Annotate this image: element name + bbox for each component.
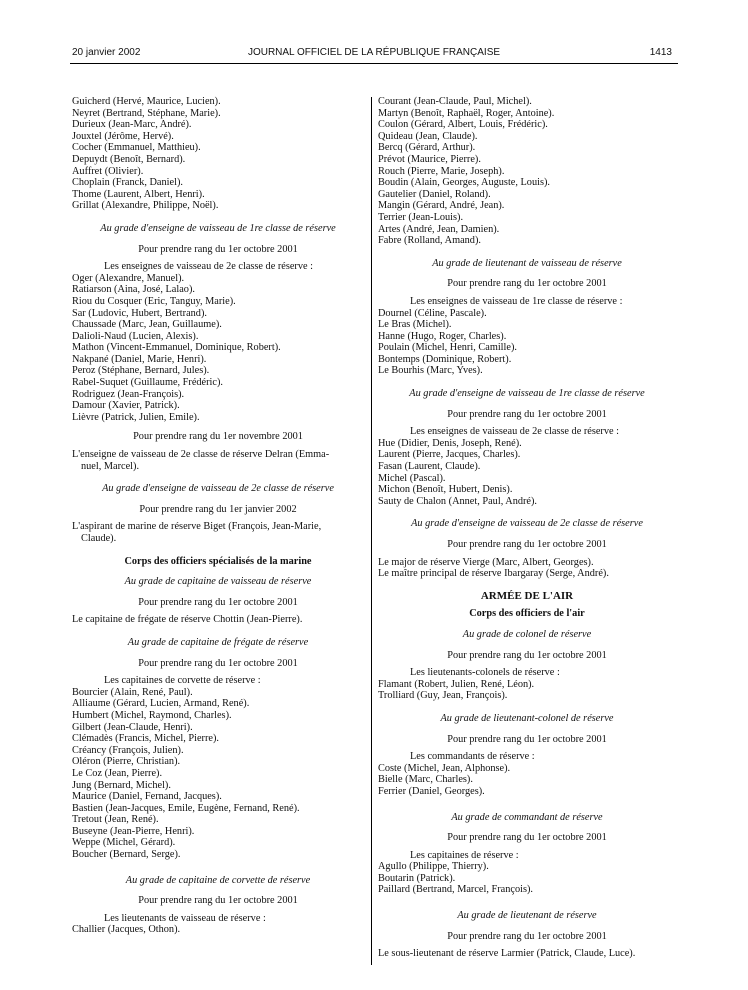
name-entry: Jung (Bernard, Michel).: [72, 779, 171, 791]
corps-heading: Corps des officiers spécialisés de la marine: [124, 555, 312, 567]
list-intro: Les capitaines de corvette de réserve :: [104, 675, 261, 687]
name-entry: Challier (Jacques, Othon).: [72, 924, 181, 936]
name-entry: Le Bras (Michel).: [378, 319, 452, 331]
journal-title: JOURNAL OFFICIEL DE LA RÉPUBLIQUE FRANÇAISE: [247, 47, 501, 58]
rank-date: Pour prendre rang du 1er octobre 2001: [138, 895, 298, 907]
name-entry: Thome (Laurent, Albert, Henri).: [72, 188, 205, 200]
name-list: [378, 861, 676, 896]
rank-date: Pour prendre rang du 1er octobre 2001: [447, 832, 607, 844]
name-entry: Boudin (Alain, Georges, Auguste, Louis).: [378, 177, 550, 189]
name-list: [72, 687, 364, 861]
name-entry: Trolliard (Guy, Jean, François).: [378, 690, 508, 702]
rank-date: Pour prendre rang du 1er octobre 2001: [138, 596, 298, 608]
left-column: [72, 96, 364, 936]
section-heading: Au grade de lieutenant-colonel de réserve: [440, 712, 614, 724]
name-entry: Sar (Ludovic, Hubert, Bertrand).: [72, 307, 207, 319]
name-entry: Le Bourhis (Marc, Yves).: [378, 365, 483, 377]
list-intro: Les lieutenants de vaisseau de réserve :: [104, 912, 266, 924]
name-entry: Grillat (Alexandre, Philippe, Noël).: [72, 200, 219, 212]
list-intro: Les capitaines de réserve :: [410, 849, 519, 861]
section-heading: Au grade d'enseigne de vaisseau de 1re classe de réserve: [100, 222, 336, 234]
name-entry: Weppe (Michel, Gérard).: [72, 837, 176, 849]
name-list: [72, 96, 364, 212]
name-entry: Lièvre (Patrick, Julien, Emile).: [72, 411, 200, 423]
name-entry: Ratiarson (Aina, José, Lalao).: [72, 284, 195, 296]
rank-date: Pour prendre rang du 1er octobre 2001: [447, 539, 607, 550]
name-entry: Peroz (Stéphane, Bernard, Jules).: [72, 365, 210, 377]
section-heading: Au grade d'enseigne de vaisseau de 2e classe de réserve: [102, 483, 334, 495]
name-entry: Hue (Didier, Denis, Joseph, René).: [378, 437, 522, 449]
name-entry: Artes (André, Jean, Damien).: [378, 223, 500, 235]
name-entry: Créancy (François, Julien).: [72, 744, 184, 756]
name-entry: Prévot (Maurice, Pierre).: [378, 153, 481, 165]
name-entry: Coulon (Gérard, Albert, Louis, Frédéric).: [378, 119, 548, 131]
name-entry: Rabel-Suquet (Guillaume, Frédéric).: [72, 377, 223, 389]
name-entry: Ferrier (Daniel, Georges).: [378, 785, 485, 797]
name-entry: Neyret (Bertrand, Stéphane, Marie).: [72, 107, 221, 119]
name-entry: Courant (Jean-Claude, Paul, Michel).: [378, 96, 532, 107]
name-list: [72, 924, 364, 936]
name-entry: Michon (Benoît, Hubert, Denis).: [378, 484, 513, 496]
name-entry: Maurice (Daniel, Fernand, Jacques).: [72, 791, 222, 803]
rank-date: Pour prendre rang du 1er octobre 2001: [447, 408, 607, 420]
name-entry: Depuydt (Benoît, Bernard).: [72, 153, 186, 165]
armee-heading: ARMÉE DE L'AIR: [480, 589, 574, 602]
name-entry: Agullo (Philippe, Thierry).: [378, 861, 489, 873]
list-intro: Les lieutenants-colonels de réserve :: [410, 667, 560, 679]
name-entry: Riou du Cosquer (Eric, Tanguy, Marie).: [72, 295, 236, 307]
name-entry: Mathon (Vincent-Emmanuel, Dominique, Robert).: [72, 342, 281, 354]
name-entry: Fabre (Rolland, Amand).: [378, 235, 481, 247]
list-intro: Les enseignes de vaisseau de 2e classe de réserve :: [410, 426, 619, 438]
section-heading: Au grade d'enseigne de vaisseau de 2e classe de réserve: [411, 518, 643, 530]
name-entry: Boucher (Bernard, Serge).: [72, 849, 181, 861]
name-entry: Le Coz (Jean, Pierre).: [72, 767, 163, 779]
name-entry: Gilbert (Jean-Claude, Henri).: [72, 721, 193, 733]
section-heading: Au grade de capitaine de frégate de réserve: [127, 636, 309, 648]
section-heading: Au grade de capitaine de vaisseau de réserve: [124, 576, 312, 588]
column-divider: [371, 97, 372, 965]
name-entry: Nakpané (Daniel, Marie, Henri).: [72, 353, 207, 365]
name-entry: Hanne (Hugo, Roger, Charles).: [378, 330, 507, 342]
name-list: [378, 438, 676, 508]
paragraph-line: Claude).: [81, 533, 117, 544]
name-entry: Gautelier (Daniel, Roland).: [378, 188, 491, 200]
name-entry: Auffret (Olivier).: [72, 165, 144, 177]
name-entry: Rouch (Pierre, Marie, Joseph).: [378, 165, 505, 177]
name-entry: Guicherd (Hervé, Maurice, Lucien).: [72, 96, 221, 107]
name-entry: Bontemps (Dominique, Robert).: [378, 353, 512, 365]
rank-date: Pour prendre rang du 1er octobre 2001: [447, 733, 607, 745]
name-entry: Cocher (Emmanuel, Matthieu).: [72, 142, 201, 154]
rank-date: Pour prendre rang du 1er octobre 2001: [447, 930, 607, 942]
rank-date: Pour prendre rang du 1er octobre 2001: [138, 657, 298, 669]
name-entry: Jouxtel (Jérôme, Hervé).: [72, 130, 174, 142]
rank-date: Pour prendre rang du 1er octobre 2001: [447, 278, 607, 290]
list-intro: Les commandants de réserve :: [410, 751, 535, 763]
name-entry: Coste (Michel, Jean, Alphonse).: [378, 762, 511, 774]
name-entry: Dournel (Céline, Pascale).: [378, 307, 487, 319]
name-entry: Durieux (Jean-Marc, André).: [72, 119, 192, 131]
name-entry: Rodriguez (Jean-François).: [72, 388, 185, 400]
list-intro: Les enseignes de vaisseau de 1re classe de réserve :: [410, 295, 623, 307]
rank-date: Pour prendre rang du 1er janvier 2002: [139, 503, 297, 515]
name-entry: Dalioli-Naud (Lucien, Alexis).: [72, 330, 199, 342]
paragraph-line: Le capitaine de frégate de réserve Chottin (Jean-Pierre).: [72, 614, 303, 626]
name-entry: Choplain (Franck, Daniel).: [72, 177, 183, 189]
name-entry: Bastien (Jean-Jacques, Emile, Eugène, Fernand, René).: [72, 802, 300, 814]
paragraph-line: L'aspirant de marine de réserve Biget (François, Jean-Marie,: [72, 521, 322, 533]
name-entry: Bercq (Gérard, Arthur).: [378, 142, 476, 154]
section-heading: Au grade d'enseigne de vaisseau de 1re classe de réserve: [409, 388, 645, 400]
header-date: 20 janvier 2002: [72, 47, 141, 58]
paragraph-line: Le major de réserve Vierge (Marc, Albert, Georges).: [378, 556, 594, 568]
name-entry: Flamant (Robert, Julien, René, Léon).: [378, 678, 535, 690]
name-list: [378, 308, 676, 378]
section-heading: Au grade de colonel de réserve: [462, 628, 592, 640]
name-entry: Damour (Xavier, Patrick).: [72, 400, 180, 412]
section-heading: Au grade de capitaine de corvette de réserve: [125, 874, 311, 886]
paragraph-line: Le sous-lieutenant de réserve Larmier (Patrick, Claude, Luce).: [378, 948, 636, 960]
name-entry: Laurent (Pierre, Jacques, Charles).: [378, 449, 521, 461]
name-entry: Bielle (Marc, Charles).: [378, 774, 473, 786]
section-heading: Au grade de lieutenant de réserve: [457, 910, 597, 922]
section-heading: Au grade de commandant de réserve: [451, 811, 603, 823]
name-list: [378, 96, 676, 247]
name-list: [378, 763, 676, 798]
name-entry: Clémadès (Francis, Michel, Pierre).: [72, 733, 219, 745]
rank-date: Pour prendre rang du 1er octobre 2001: [138, 243, 298, 255]
name-entry: Bourcier (Alain, René, Paul).: [72, 686, 193, 698]
name-entry: Boutarin (Patrick).: [378, 872, 456, 884]
name-entry: Oger (Alexandre, Manuel).: [72, 272, 185, 284]
corps-heading: Corps des officiers de l'air: [469, 608, 585, 620]
list-intro: Les enseignes de vaisseau de 2e classe de réserve :: [104, 261, 313, 273]
name-entry: Chaussade (Marc, Jean, Guillaume).: [72, 319, 222, 331]
name-entry: Sauty de Chalon (Annet, Paul, André).: [378, 495, 538, 507]
name-entry: Buseyne (Jean-Pierre, Henri).: [72, 825, 195, 837]
name-entry: Humbert (Michel, Raymond, Charles).: [72, 709, 232, 721]
rank-date: Pour prendre rang du 1er novembre 2001: [133, 431, 303, 443]
name-entry: Tretout (Jean, René).: [72, 814, 159, 826]
paragraph-line: nuel, Marcel).: [81, 460, 140, 472]
page-number: 1413: [649, 47, 672, 58]
name-entry: Quideau (Jean, Claude).: [378, 130, 478, 142]
section-heading: Au grade de lieutenant de vaisseau de réserve: [432, 257, 622, 269]
name-entry: Poulain (Michel, Henri, Camille).: [378, 342, 517, 354]
header-rule: [70, 63, 678, 64]
rank-date: Pour prendre rang du 1er octobre 2001: [447, 649, 607, 661]
name-entry: Fasan (Laurent, Claude).: [378, 461, 481, 473]
name-list: [378, 679, 676, 702]
name-list: [72, 273, 364, 424]
paragraph-line: Le maître principal de réserve Ibargaray (Serge, André).: [378, 568, 609, 580]
paragraph-line: L'enseigne de vaisseau de 2e classe de réserve Delran (Emma-: [72, 449, 330, 461]
name-entry: Michel (Pascal).: [378, 472, 446, 484]
name-entry: Terrier (Jean-Louis).: [378, 211, 464, 223]
right-column: [378, 96, 676, 960]
name-entry: Alliaume (Gérard, Lucien, Armand, René).: [72, 698, 250, 710]
name-entry: Paillard (Bertrand, Marcel, François).: [378, 884, 533, 896]
name-entry: Martyn (Benoît, Raphaël, Roger, Antoine).: [378, 107, 555, 119]
name-entry: Mangin (Gérard, André, Jean).: [378, 200, 505, 212]
name-entry: Oléron (Pierre, Christian).: [72, 756, 181, 768]
